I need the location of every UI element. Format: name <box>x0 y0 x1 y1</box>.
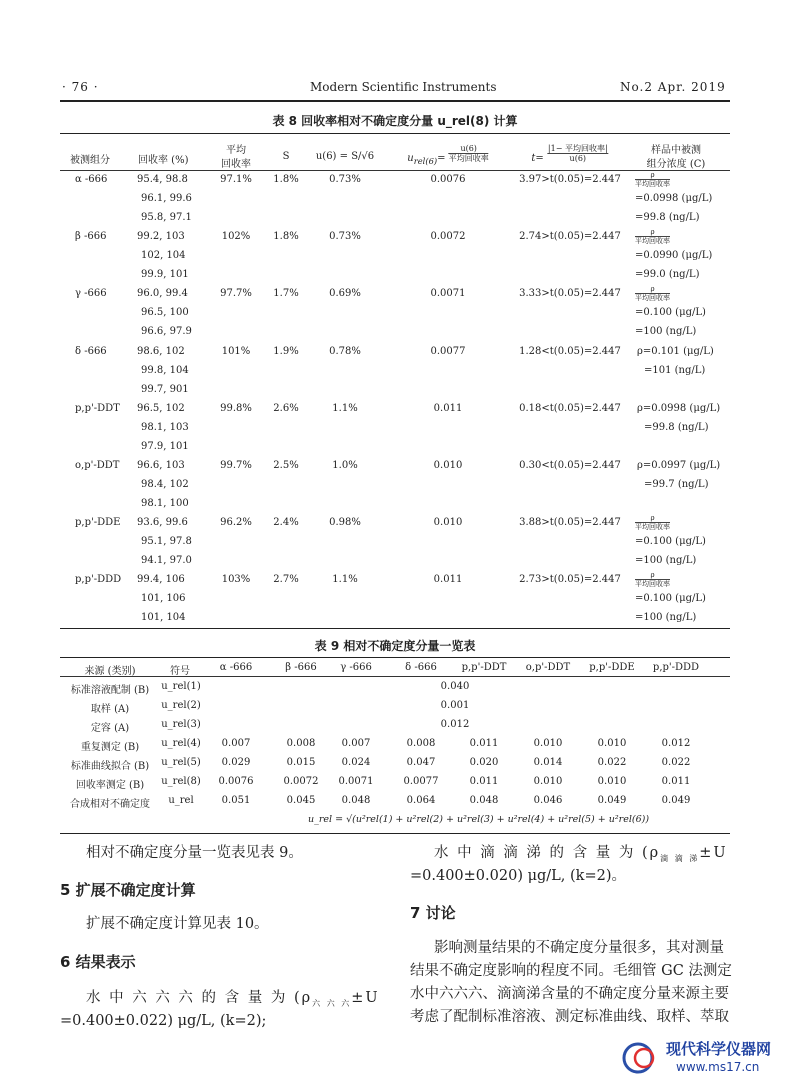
table8-conc-fraction: $\frac{\rho}{\text{平均回收率}}$ <box>635 571 670 589</box>
table8-avg: 97.7% <box>220 288 252 300</box>
table8-avg: 97.1% <box>220 174 252 185</box>
col-conc-line1: 样品中被测 <box>651 145 701 156</box>
result-hch-line1: 水 中 六 六 六 的 含 量 为 ($\rho_{六 六 六}\pm U$ <box>86 990 380 1008</box>
table8-conc-value: =0.100 (μg/L) <box>635 536 706 548</box>
table8-urel6: 0.0077 <box>430 345 466 357</box>
table9-value: 0.007 <box>221 738 251 749</box>
table9-value: 0.010 <box>597 738 627 749</box>
table9-value: 0.064 <box>406 795 436 806</box>
table8-urel6: 0.0072 <box>430 231 466 243</box>
table9-symbol: u_rel(4) <box>161 738 201 749</box>
table8-recovery-value: 98.1, 100 <box>141 498 189 509</box>
table9-header: p,p'-DDD <box>652 662 700 673</box>
table8-recovery-value: 95.8, 97.1 <box>141 212 192 223</box>
table8-avg: 102% <box>221 231 251 243</box>
table9-value: 0.0072 <box>283 776 319 787</box>
table9-header-rule <box>60 676 730 677</box>
watermark-url: www.ms17.cn <box>676 1060 760 1074</box>
table8-urel6: 0.0076 <box>430 174 466 185</box>
table8-recovery-value: 95.4, 98.8 <box>137 174 188 185</box>
table9-formula: u_rel = √(u²rel(1) + u²rel(2) + u²rel(3) + u²rel(4) + u²rel(5) + u²rel(6)) <box>308 814 650 825</box>
table8-recovery-value: 98.1, 103 <box>141 421 189 433</box>
table8-urel6: 0.010 <box>433 460 463 471</box>
table9-symbol: u_rel(8) <box>161 776 201 787</box>
table8-avg: 99.7% <box>220 460 252 471</box>
table9-merged-value: 0.012 <box>440 719 470 730</box>
col-recovery: 回收率 (%) <box>138 155 189 166</box>
table9-value: 0.010 <box>597 776 627 787</box>
table9-header: α -666 <box>219 662 253 673</box>
table8-conc-fraction: $\frac{\rho}{\text{平均回收率}}$ <box>635 285 670 303</box>
table8-urel6: 0.011 <box>433 574 463 586</box>
table8-conc-value: =100 (ng/L) <box>635 612 697 624</box>
table8-row-group: β -666 <box>75 231 107 243</box>
table8-recovery-value: 95.1, 97.8 <box>141 536 192 548</box>
table8-recovery-value: 96.0, 99.4 <box>137 288 188 300</box>
table8-recovery-value: 99.8, 104 <box>141 364 189 376</box>
table9-value: 0.0077 <box>403 776 439 787</box>
paragraph-table10-ref: 扩展不确定度计算见表 10。 <box>86 916 269 932</box>
table8-u6: 1.1% <box>332 402 358 414</box>
page-number: · 76 · <box>62 80 99 94</box>
table8-s: 2.6% <box>273 402 299 414</box>
table8-t: 3.33>t(0.05)=2.447 <box>519 288 621 300</box>
table9-source: 标准溶液配制 (B) <box>70 685 150 696</box>
table8-s: 2.4% <box>273 517 299 529</box>
table9-top-rule <box>60 657 730 658</box>
table9-value: 0.011 <box>469 776 499 787</box>
table9-value: 0.010 <box>533 776 563 787</box>
table8-conc-value: =0.0990 (μg/L) <box>635 250 713 262</box>
table8-u6: 0.69% <box>329 288 361 300</box>
table8-row-group: o,p'-DDT <box>75 460 120 471</box>
paragraph-table9-ref: 相对不确定度分量一览表见表 9。 <box>86 845 303 861</box>
table8-t: 0.18<t(0.05)=2.447 <box>519 402 621 414</box>
table9-value: 0.048 <box>341 795 371 806</box>
discussion-line4: 考虑了配制标准溶液、测定标准曲线、取样、萃取 <box>410 1009 729 1025</box>
table8-recovery-value: 94.1, 97.0 <box>141 555 192 567</box>
table9-value: 0.024 <box>341 757 371 768</box>
result-ddt-line1: 水 中 滴 滴 涕 的 含 量 为 ($\rho_{滴 滴 涕}\pm U$ <box>434 845 728 863</box>
table8-t: 1.28<t(0.05)=2.447 <box>519 345 621 357</box>
table9-value: 0.0071 <box>338 776 374 787</box>
table8-recovery-value: 101, 106 <box>141 593 186 605</box>
table9-symbol: u_rel(2) <box>161 700 201 711</box>
table9-value: 0.011 <box>469 738 499 749</box>
table8-bottom-rule <box>60 628 730 629</box>
discussion-line3: 水中六六六、滴滴涕含量的不确定度分量来源主要 <box>410 986 729 1002</box>
table8-row-group: p,p'-DDE <box>75 517 121 529</box>
table8-recovery-value: 96.5, 100 <box>141 307 189 319</box>
table8-conc-value: ρ=0.0998 (μg/L) <box>637 402 721 414</box>
table9-symbol: u_rel(5) <box>161 757 201 768</box>
table9-header: 符号 <box>170 666 190 677</box>
table8-conc-value: =99.8 (ng/L) <box>644 421 709 433</box>
table9-merged-value: 0.040 <box>440 681 470 692</box>
table9-source: 合成相对不确定度 <box>70 799 150 810</box>
table9-source: 定容 (A) <box>90 723 130 734</box>
table9-value: 0.008 <box>286 738 316 749</box>
table8-urel6: 0.011 <box>433 402 463 414</box>
table8-conc-value: =101 (ng/L) <box>644 364 706 376</box>
table9-caption: 表 9 相对不确定度分量一览表 <box>314 639 476 653</box>
col-u6: u(6) = S/√6 <box>315 151 375 162</box>
table9-value: 0.0076 <box>218 776 254 787</box>
table9-value: 0.011 <box>661 776 691 787</box>
table8-t: 3.97>t(0.05)=2.447 <box>519 174 621 185</box>
table8-row-group: α -666 <box>75 174 108 185</box>
table9-value: 0.007 <box>341 738 371 749</box>
table9-merged-value: 0.001 <box>440 700 470 711</box>
table9-source: 回收率测定 (B) <box>75 780 145 791</box>
col-conc-line2: 组分浓度 (C) <box>646 159 706 170</box>
section-7-heading: 7 讨论 <box>410 904 456 922</box>
table8-recovery-value: 101, 104 <box>141 612 186 624</box>
watermark <box>620 1036 780 1084</box>
table8-conc-value: =99.8 (ng/L) <box>635 212 700 223</box>
table8-avg: 99.8% <box>220 402 252 414</box>
journal-title: Modern Scientific Instruments <box>310 80 497 94</box>
table8-avg: 103% <box>221 574 251 586</box>
header-rule <box>60 100 730 102</box>
table8-recovery-value: 98.4, 102 <box>141 479 189 490</box>
table8-urel6: 0.010 <box>433 517 463 529</box>
table9-header: β -666 <box>285 662 317 673</box>
table9-value: 0.020 <box>469 757 499 768</box>
table8-conc-value: =100 (ng/L) <box>635 555 697 567</box>
col-s: S <box>282 151 290 162</box>
table8-conc-value: ρ=0.101 (μg/L) <box>637 345 714 357</box>
table8-row-group: p,p'-DDD <box>75 574 122 586</box>
table8-urel6: 0.0071 <box>430 288 466 300</box>
table9-value: 0.045 <box>286 795 316 806</box>
table8-conc-value: =0.100 (μg/L) <box>635 307 706 319</box>
table9-header: p,p'-DDE <box>589 662 635 673</box>
table9-symbol: u_rel(1) <box>161 681 201 692</box>
table9-header: o,p'-DDT <box>525 662 571 673</box>
table8-s: 1.8% <box>273 174 299 185</box>
table8-recovery-value: 99.9, 101 <box>141 269 189 281</box>
table9-value: 0.049 <box>661 795 691 806</box>
table9-symbol: u_rel(3) <box>161 719 201 730</box>
table9-value: 0.012 <box>661 738 691 749</box>
table8-recovery-value: 96.6, 97.9 <box>141 326 192 338</box>
result-ddt-line2: =0.400±0.020) μg/L, (k=2)。 <box>410 868 626 884</box>
table9-value: 0.029 <box>221 757 251 768</box>
table9-header: p,p'-DDT <box>461 662 507 673</box>
table9-header: γ -666 <box>340 662 372 673</box>
col-t: t= $\frac{\text{|1− 平均回收率|}}{u(6)}$ <box>531 144 608 164</box>
table9-source: 标准曲线拟合 (B) <box>70 761 150 772</box>
table8-t: 0.30<t(0.05)=2.447 <box>519 460 621 471</box>
table8-s: 2.5% <box>273 460 299 471</box>
table8-u6: 0.78% <box>329 345 361 357</box>
table9-symbol: u_rel <box>168 795 194 806</box>
table8-s: 2.7% <box>273 574 299 586</box>
col-group: 被测组分 <box>70 155 110 166</box>
table9-header: 来源 (类别) <box>84 666 136 677</box>
table9-value: 0.008 <box>406 738 436 749</box>
table9-value: 0.047 <box>406 757 436 768</box>
discussion-line1: 影响测量结果的不确定度分量很多，其对测量 <box>434 940 724 956</box>
table8-t: 3.88>t(0.05)=2.447 <box>519 517 621 529</box>
table8-u6: 1.1% <box>332 574 358 586</box>
table8-recovery-value: 93.6, 99.6 <box>137 517 188 529</box>
table8-recovery-value: 96.1, 99.6 <box>141 193 192 204</box>
table9-value: 0.010 <box>533 738 563 749</box>
table9-value: 0.015 <box>286 757 316 768</box>
discussion-line2: 结果不确定度影响的程度不同。毛细管 GC 法测定 <box>410 963 732 979</box>
col-urel6: $u_{rel(6)}=$ $\frac{u(6)}{\text{平均回收率}}$ <box>407 144 489 166</box>
table8-row-group: p,p'-DDT <box>75 402 120 414</box>
table8-conc-value: =99.0 (ng/L) <box>635 269 700 281</box>
table9-value: 0.049 <box>597 795 627 806</box>
table8-recovery-value: 97.9, 101 <box>141 440 189 452</box>
table8-u6: 0.73% <box>329 231 361 243</box>
table8-recovery-value: 96.5, 102 <box>137 402 185 414</box>
table8-u6: 1.0% <box>332 460 358 471</box>
col-avg-line1: 平均 <box>226 145 246 156</box>
table8-avg: 101% <box>221 345 251 357</box>
table8-conc-value: =99.7 (ng/L) <box>644 479 709 490</box>
table8-row-group: δ -666 <box>75 345 107 357</box>
table9-value: 0.048 <box>469 795 499 806</box>
table8-conc-value: =0.0998 (μg/L) <box>635 193 713 204</box>
table9-value: 0.022 <box>597 757 627 768</box>
table8-recovery-value: 99.7, 901 <box>141 383 189 395</box>
table9-value: 0.051 <box>221 795 251 806</box>
table8-avg: 96.2% <box>220 517 252 529</box>
table8-recovery-value: 99.4, 106 <box>137 574 185 586</box>
table8-recovery-value: 99.2, 103 <box>137 231 185 243</box>
section-6-heading: 6 结果表示 <box>60 953 136 971</box>
table8-conc-value: =0.100 (μg/L) <box>635 593 706 605</box>
table9-header: δ -666 <box>405 662 437 673</box>
table8-s: 1.9% <box>273 345 299 357</box>
table9-source: 重复测定 (B) <box>80 742 140 753</box>
table8-caption: 表 8 回收率相对不确定度分量 u_rel(8) 计算 <box>272 114 518 128</box>
table8-recovery-value: 102, 104 <box>141 250 186 262</box>
table8-s: 1.8% <box>273 231 299 243</box>
table8-u6: 0.73% <box>329 174 361 185</box>
table9-value: 0.014 <box>533 757 563 768</box>
table9-value: 0.022 <box>661 757 691 768</box>
table8-u6: 0.98% <box>329 517 361 529</box>
col-avg-line2: 回收率 <box>221 159 251 170</box>
table9-bottom-rule <box>60 833 730 834</box>
issue-info: No.2 Apr. 2019 <box>620 80 726 94</box>
table8-conc-fraction: $\frac{\rho}{\text{平均回收率}}$ <box>635 171 670 188</box>
table8-t: 2.74>t(0.05)=2.447 <box>519 231 621 243</box>
section-5-heading: 5 扩展不确定度计算 <box>60 881 196 899</box>
result-hch-line2: =0.400±0.022) μg/L, (k=2); <box>60 1013 267 1029</box>
table8-t: 2.73>t(0.05)=2.447 <box>519 574 621 586</box>
table8-conc-value: ρ=0.0997 (μg/L) <box>637 460 721 471</box>
table9-value: 0.046 <box>533 795 563 806</box>
table8-s: 1.7% <box>273 288 299 300</box>
table9-source: 取样 (A) <box>90 704 130 715</box>
table8-conc-fraction: $\frac{\rho}{\text{平均回收率}}$ <box>635 228 670 246</box>
table8-conc-fraction: $\frac{\rho}{\text{平均回收率}}$ <box>635 514 670 532</box>
table8-row-group: γ -666 <box>75 288 107 300</box>
watermark-name: 现代科学仪器网 <box>666 1040 772 1058</box>
table8-recovery-value: 96.6, 103 <box>137 460 185 471</box>
table8-top-rule <box>60 133 730 134</box>
table8-recovery-value: 98.6, 102 <box>137 345 185 357</box>
table8-conc-value: =100 (ng/L) <box>635 326 697 338</box>
table8-header-rule <box>60 170 730 171</box>
